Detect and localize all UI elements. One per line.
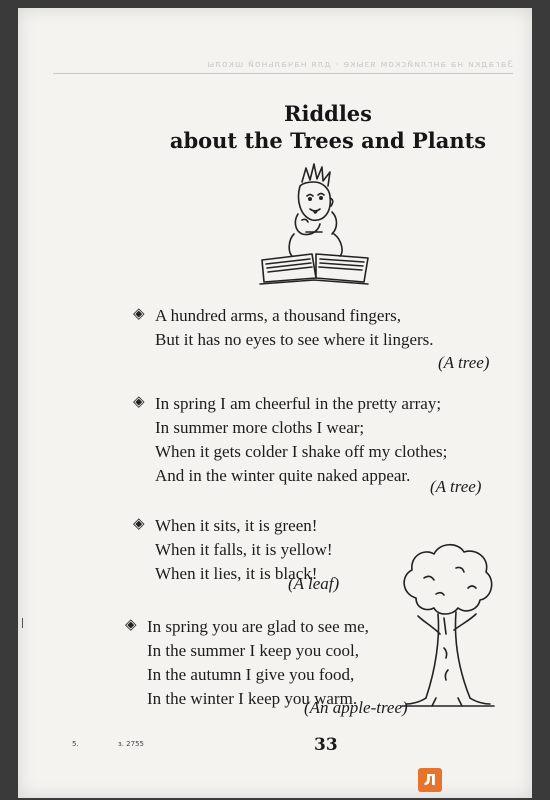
margin-mark <box>22 618 23 628</box>
riddle-2-line-3: When it gets colder I shake off my clothes; <box>155 442 448 461</box>
watermark-logo: Л <box>418 768 442 792</box>
page-number: 33 <box>314 735 338 755</box>
diamond-bullet-icon: ◈ <box>133 516 145 532</box>
boy-reading-book-illustration <box>250 160 380 290</box>
riddle-3-line-2: When it falls, it is yellow! <box>155 540 333 559</box>
riddle-3-line-1: When it sits, it is green! <box>155 516 318 535</box>
riddle-2-line-2: In summer more cloths I wear; <box>155 418 365 437</box>
book-page <box>18 8 532 798</box>
riddle-1-line-2: But it has no eyes to see where it lingers. <box>155 330 434 349</box>
riddle-2-line-1: In spring I am cheerful in the pretty array; <box>155 394 442 413</box>
riddle-4-line-2: In the summer I keep you cool, <box>147 641 359 660</box>
riddle-2-answer: (A tree) <box>430 477 482 496</box>
riddle-4-line-3: In the autumn I give you food, <box>147 665 355 684</box>
riddle-1-answer: (A tree) <box>438 353 490 372</box>
riddle-2-line-4: And in the winter quite naked appear. <box>155 466 411 485</box>
riddle-4-line-4: In the winter I keep you warm. <box>147 689 358 708</box>
riddle-3-answer: (A leaf) <box>288 574 340 593</box>
riddle-4 <box>125 615 369 711</box>
riddle-4-answer: (An apple-tree) <box>304 698 408 717</box>
riddle-4-line-1: In spring you are glad to see me, <box>147 617 369 636</box>
page-title <box>168 100 488 154</box>
title-line-2: about the Trees and Plants <box>169 128 487 153</box>
riddle-1 <box>133 304 434 352</box>
riddle-1-line-1: A hundred arms, a thousand fingers, <box>155 306 401 325</box>
diamond-bullet-icon: ◈ <box>133 394 145 410</box>
diamond-bullet-icon: ◈ <box>125 617 137 633</box>
show-through-header: Загадки на английском языке · для начальной школы <box>53 60 513 74</box>
riddle-2 <box>133 392 448 488</box>
diamond-bullet-icon: ◈ <box>133 306 145 322</box>
title-line-1: Riddles <box>284 101 372 126</box>
footer-signature: 5. <box>72 740 79 748</box>
tree-illustration <box>396 538 496 713</box>
footer-print-code: з. 2755 <box>118 740 144 748</box>
riddle-3-line-3: When it lies, it is black! <box>155 564 318 583</box>
